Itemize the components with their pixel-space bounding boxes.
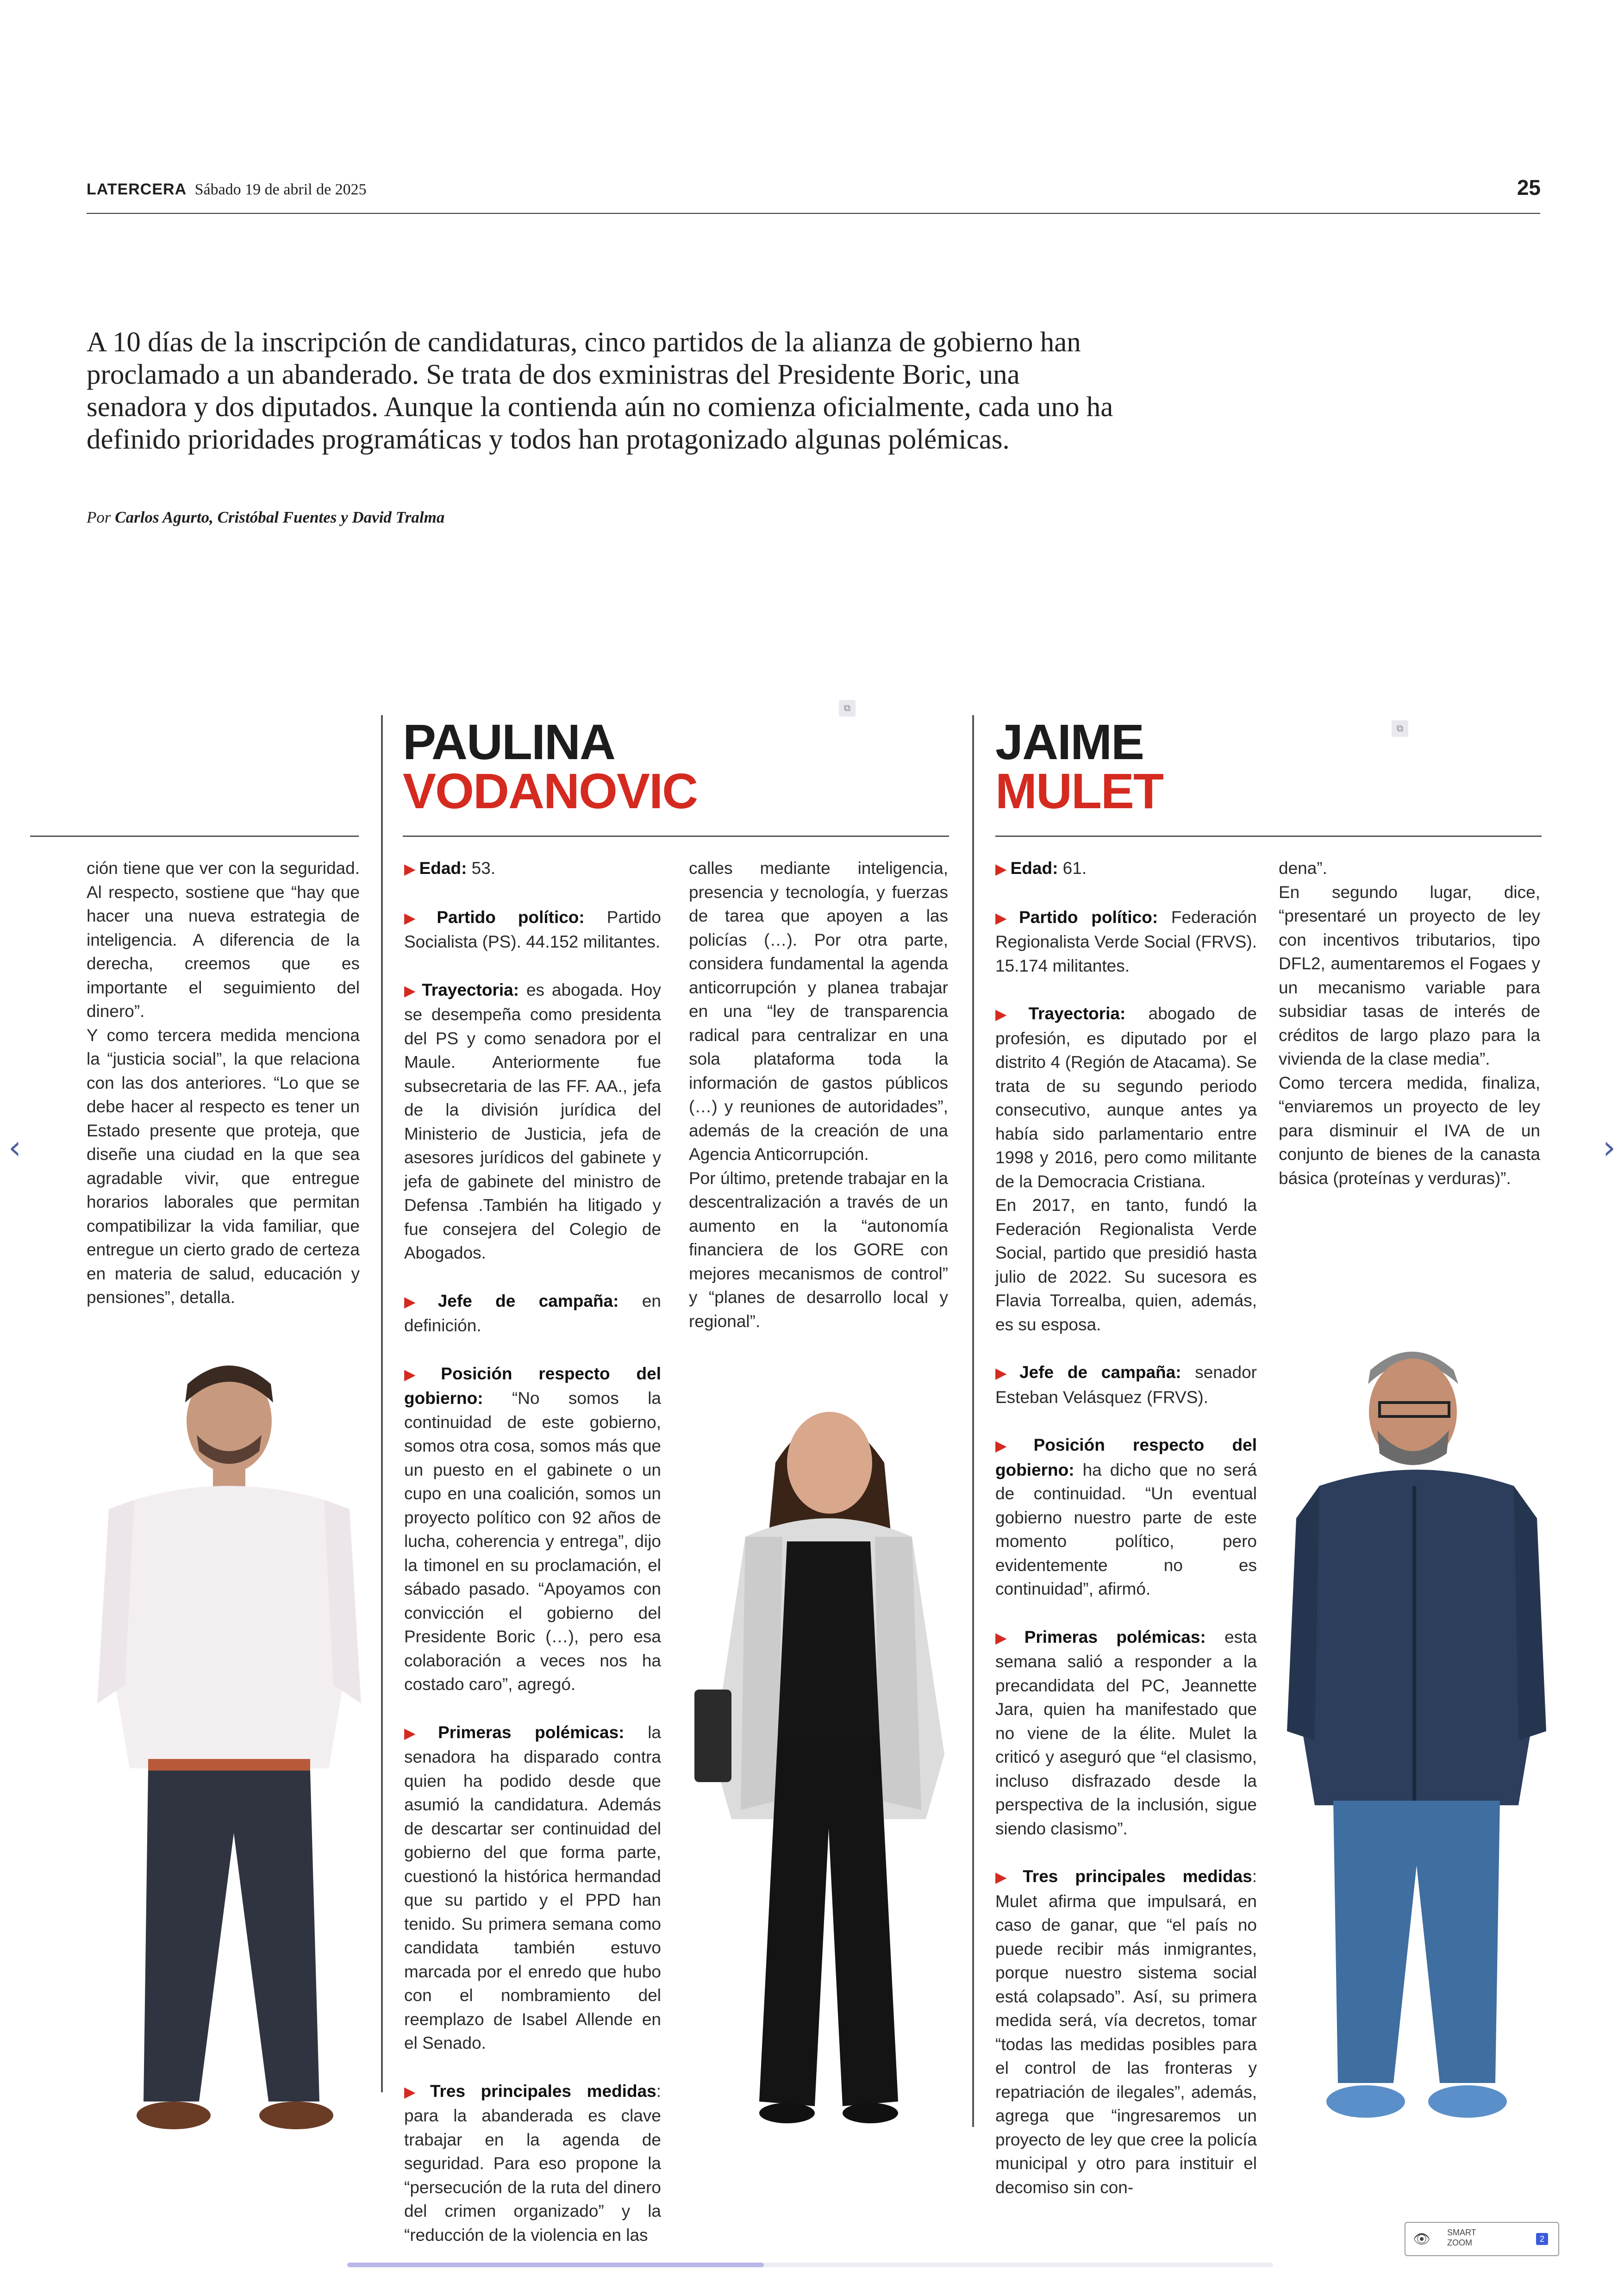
field-label: Partido político: <box>437 907 585 927</box>
continued-paragraph: calles mediante inteligencia, presencia y tecnología, y fuerzas de tarea que apoyen a las policías (…). Por otra parte, considera fundamental la agenda anticorrupción y planea trabajar en una “ley de transparencia radical para centralizar en una sola plataforma toda la información de gastos públicos (…) y reuniones de autoridades”, además de la creación de una Agencia Anticorrupción. <box>689 859 948 1164</box>
field-label: Tres principales medidas <box>430 2081 656 2101</box>
left-paragraph: ción tiene que ver con la seguridad. Al respecto, sostiene que “hay que hacer una nueva estrategia de inteligencia. A diferencia de la derecha, creemos que es importante el seguimiento del dinero”. <box>87 859 360 1021</box>
page-progress-fill <box>347 2263 764 2267</box>
column-divider <box>972 715 974 2127</box>
candidate-last-name: VODANOVIC <box>403 763 698 819</box>
name-rule <box>403 836 949 837</box>
left-column-rule <box>30 836 359 837</box>
bullet-arrow-icon: ▶ <box>404 1366 437 1383</box>
bullet-arrow-icon: ▶ <box>995 1365 1016 1381</box>
continued-paragraph: dena”. <box>1279 859 1327 878</box>
field-value: Partido Socialista (PS). 44.152 militantes. <box>404 907 662 951</box>
field-value: En 2017, en tanto, fundó la Federación Regionalista Verde Social, partido que presidió hasta julio de 2022. Su sucesora es Flavia Torrealba, quien, además, es su esposa. <box>995 1196 1257 1334</box>
issue-date: Sábado 19 de abril de 2025 <box>194 181 367 198</box>
candidate-name-jaime <box>995 714 1163 819</box>
share-icon[interactable]: ⧉ <box>1392 720 1408 737</box>
header-divider <box>87 213 1540 214</box>
field-label: Trayectoria: <box>1028 1004 1126 1023</box>
field-label: Edad: <box>419 859 467 878</box>
field-label: Jefe de campaña: <box>437 1291 619 1310</box>
field-value: Federación Regionalista Verde Social (FRVS). 15.174 militantes. <box>995 907 1257 975</box>
field-value: es abogada. Hoy se desempeña como presidenta del PS y como senadora por el Maule. Anteriormente fue subsecretaria de las FF. AA., jefa de la división jurídica del Ministerio de Justicia, jefa de asesores jurídicos del gabinete y jefa de gabinete del ministro de Defensa .También ha litigado y fue consejera del Colegio de Abogados. <box>404 980 661 1262</box>
field-label: Edad: <box>1010 859 1058 878</box>
field-value: esta semana salió a responder a la precandidata del PC, Jeannette Jara, quien ha manifestado que no viene de la élite. Mulet la criticó y aseguró que “el clasismo, incluso disfrazado desde la perspectiva de la inclusión, sigue siendo clasismo”. <box>995 1627 1257 1838</box>
candidate-first-name: JAIME <box>995 714 1144 770</box>
candidate-last-name: MULET <box>995 763 1163 819</box>
field-label: Jefe de campaña: <box>1019 1363 1181 1382</box>
continued-paragraph: En segundo lugar, dice, “presentaré un proyecto de ley con incentivos tributarios, tipo DFL2, aumentaremos el Fogaes y un mecanismo variable para subsidiar tasas de interés de créditos de largo plazo para la vivienda de la clase media”. <box>1279 882 1540 1068</box>
byline <box>87 508 444 527</box>
candidate-name-paulina <box>403 714 698 819</box>
bullet-arrow-icon: ▶ <box>995 1437 1030 1454</box>
jaime-column-1 <box>995 856 1257 2223</box>
field-value: 53. <box>471 859 496 878</box>
bullet-arrow-icon: ▶ <box>995 861 1007 877</box>
field-value: senador Esteban Velásquez (FRVS). <box>995 1363 1257 1407</box>
byline-prefix: Por <box>87 508 111 526</box>
field-label: Posición respecto del gobierno: <box>995 1435 1257 1479</box>
continued-paragraph: Por último, pretende trabajar en la descentralización a través de un aumento en la “autonomía financiera de los GORE con mejores mecanismos de control” y “planes de desarrollo local y regional”. <box>689 1168 948 1331</box>
bullet-arrow-icon: ▶ <box>404 861 416 877</box>
field-value: abogado de profesión, es diputado por el distrito 4 (Región de Atacama). Se trata de su segundo periodo consecutivo, aunque antes ya había sido parlamentario entre 1998 y 2016, pero como militante de la Democracia Cristiana. <box>995 1004 1257 1191</box>
left-column-text <box>87 856 360 1310</box>
newspaper-brand: LATERCERA <box>87 181 187 198</box>
field-value: 61. <box>1062 859 1087 878</box>
field-value: : Mulet afirma que impulsará, en caso de ganar, que “el país no puede recibir más inmigrantes, porque nuestro sistema social está colapsado”. Así, su primera medida será, vía decretos, tomar “todas las medidas posibles para el control de las fronteras y repatriación de ilegales”, además, agrega que “ingresaremos un proyecto de ley que cree la policía municipal y otro para instituir el decomiso sin con- <box>995 1867 1257 2197</box>
left-paragraph: Y como tercera medida menciona la “justicia social”, la que relaciona con las dos anteriores. “Lo que se debe hacer al respecto es tener un Estado presente que proteja, que diseñe una ciudad en la que sea agradable vivir, que entregue horarios laborales que permitan compatibilizar la vida familiar, que entregue un cierto grado de certeza en materia de salud, educación y pensiones”, detalla. <box>87 1025 360 1307</box>
continued-paragraph: Como tercera medida, finaliza, “enviaremos un proyecto de ley para disminuir el IVA de un conjunto de bienes de la canasta básica (proteínas y verduras)”. <box>1279 1073 1540 1188</box>
candidate-photo-paulina <box>685 1384 972 2134</box>
bullet-arrow-icon: ▶ <box>995 1869 1019 1885</box>
bullet-arrow-icon: ▶ <box>995 1629 1021 1646</box>
candidate-first-name: PAULINA <box>403 714 615 770</box>
field-value: ha dicho que no será de continuidad. “Un eventual gobierno nuestro parte de este momento político, pero evidentemente no es continuidad”, afirmó. <box>995 1460 1257 1598</box>
bullet-arrow-icon: ▶ <box>404 2083 426 2100</box>
bullet-arrow-icon: ▶ <box>404 982 418 999</box>
bullet-arrow-icon: ▶ <box>995 1006 1025 1023</box>
bullet-arrow-icon: ▶ <box>995 909 1016 926</box>
name-rule <box>995 836 1542 837</box>
masthead <box>87 181 367 199</box>
field-label: Partido político: <box>1019 907 1158 927</box>
field-label: Trayectoria: <box>422 980 519 999</box>
field-label: Posición respecto del gobierno: <box>404 1364 662 1408</box>
candidate-photo-jaime <box>1278 1333 1555 2129</box>
article-lede: A 10 días de la inscripción de candidaturas, cinco partidos de la alianza de gobierno han proclamado a un abanderado. Se trata de dos exministras del Presidente Boric, una senadora y dos diputados. Aunque la contienda aún no comienza oficialmente, cada uno ha definido prioridades programáticas y todos han protagonizado algunas polémicas. <box>87 327 1113 455</box>
paulina-column-2 <box>689 856 948 1333</box>
chevron-left-icon[interactable]: ‹ <box>8 1129 21 1166</box>
field-label: Primeras polémicas: <box>1024 1627 1206 1646</box>
byline-authors: Carlos Agurto, Cristóbal Fuentes y David Tralma <box>115 508 445 526</box>
bullet-arrow-icon: ▶ <box>404 909 433 926</box>
field-value: la senadora ha disparado contra quien ha podido desde que asumió la candidatura. Además de descartar ser continuidad del gobierno del que forma parte, cuestionó la histórica hermandad que su partido y el PPD han tenido. Su primera semana como candidata también estuvo marcada por el enredo que hubo con el nombramiento del reemplazo de Isabel Allende en el Senado. <box>404 1722 662 2052</box>
field-value: “No somos la continuidad de este gobierno, somos otra cosa, somos más que un puesto en el gabinete o un cupo en una coalición, somos un proyecto político con 92 años de lucha, coherencia y entrega”, dijo la timonel en su proclamación, el sábado pasado. “Apoyamos con convicción el gobierno del Presidente Boric (…), pero esa colaboración a veces nos ha costado caro”, agregó. <box>404 1389 662 1694</box>
field-value: en definición. <box>404 1291 662 1335</box>
column-divider <box>381 715 383 2092</box>
field-label: Primeras polémicas: <box>438 1722 625 1742</box>
page-progress-bar[interactable] <box>347 2263 1273 2267</box>
eye-icon: 👁 <box>1413 2232 1431 2247</box>
smart-zoom-badge: 2 <box>1536 2233 1548 2245</box>
share-icon[interactable]: ⧉ <box>839 700 856 717</box>
field-label: Tres principales medidas <box>1023 1867 1252 1886</box>
chevron-right-icon[interactable]: › <box>1603 1129 1616 1166</box>
paulina-column-1 <box>404 856 661 2271</box>
page-number: 25 <box>1517 175 1541 200</box>
field-value: : para la abanderada es clave trabajar en la agenda de seguridad. Para eso propone la “persecución de la ruta del dinero del crimen organizado” y la “reducción de la violencia en las <box>404 2081 662 2245</box>
smart-zoom-button[interactable] <box>1405 2222 1559 2256</box>
candidate-photo-left <box>79 1352 380 2139</box>
bullet-arrow-icon: ▶ <box>404 1293 434 1310</box>
smart-zoom-label: SMART ZOOM <box>1447 2228 1476 2247</box>
jaime-column-2 <box>1279 856 1540 1190</box>
bullet-arrow-icon: ▶ <box>404 1724 435 1741</box>
